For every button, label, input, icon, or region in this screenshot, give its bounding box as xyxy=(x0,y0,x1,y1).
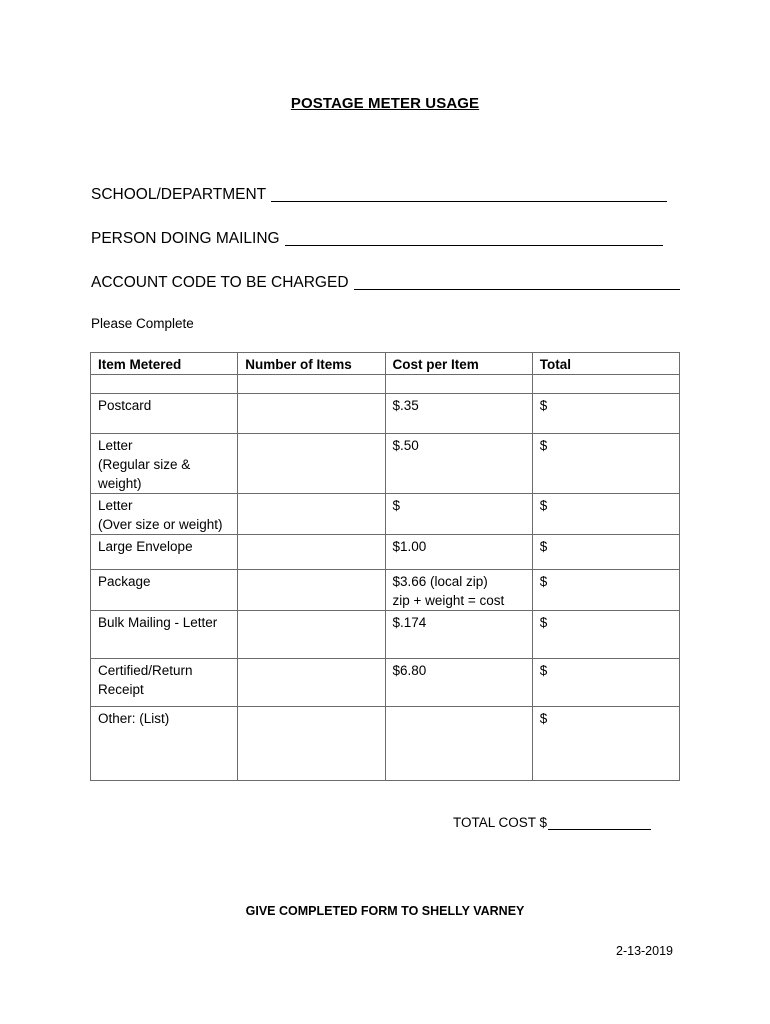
cell-total[interactable]: $ xyxy=(532,611,679,659)
form-title: POSTAGE METER USAGE xyxy=(290,95,480,112)
cell-item: Letter (Regular size & weight) xyxy=(91,434,238,494)
cell-number[interactable] xyxy=(238,535,385,570)
table-row xyxy=(91,434,680,494)
total-cost-field xyxy=(453,814,651,830)
account-code-field xyxy=(91,270,680,292)
person-doing-mailing-label: PERSON DOING MAILING xyxy=(91,230,280,247)
cell-total[interactable]: $ xyxy=(532,570,679,611)
table-row xyxy=(91,394,680,434)
cell-cost xyxy=(385,707,532,781)
cell-number[interactable] xyxy=(238,659,385,707)
postage-usage-table xyxy=(90,352,680,781)
cell-total[interactable]: $ xyxy=(532,394,679,434)
cell-number[interactable] xyxy=(238,611,385,659)
person-doing-mailing-field xyxy=(91,226,663,248)
table-row xyxy=(91,375,680,394)
table-row xyxy=(91,707,680,781)
cell-number[interactable] xyxy=(238,375,385,394)
cell-cost: $.174 xyxy=(385,611,532,659)
account-code-input-line[interactable] xyxy=(354,273,680,290)
table-row xyxy=(91,494,680,535)
cell-item: Package xyxy=(91,570,238,611)
school-department-label: SCHOOL/DEPARTMENT xyxy=(91,186,267,203)
table-row xyxy=(91,659,680,707)
cell-total[interactable]: $ xyxy=(532,707,679,781)
cell-cost: $.35 xyxy=(385,394,532,434)
header-total: Total xyxy=(532,353,679,375)
cell-number[interactable] xyxy=(238,394,385,434)
cell-cost: $.50 xyxy=(385,434,532,494)
form-date: 2-13-2019 xyxy=(616,944,673,958)
cell-cost: $3.66 (local zip) zip + weight = cost xyxy=(385,570,532,611)
cell-item: Postcard xyxy=(91,394,238,434)
cell-number[interactable] xyxy=(238,494,385,535)
account-code-label: ACCOUNT CODE TO BE CHARGED xyxy=(91,274,349,291)
cell-number[interactable] xyxy=(238,434,385,494)
person-doing-mailing-input-line[interactable] xyxy=(285,229,663,246)
cell-cost xyxy=(385,375,532,394)
header-number-of-items: Number of Items xyxy=(238,353,385,375)
cell-item: Bulk Mailing - Letter xyxy=(91,611,238,659)
header-cost-per-item: Cost per Item xyxy=(385,353,532,375)
cell-item xyxy=(91,375,238,394)
cell-item: Certified/Return Receipt xyxy=(91,659,238,707)
cell-total[interactable]: $ xyxy=(532,434,679,494)
cell-number[interactable] xyxy=(238,570,385,611)
table-row xyxy=(91,535,680,570)
cell-total[interactable]: $ xyxy=(532,659,679,707)
cell-total[interactable]: $ xyxy=(532,494,679,535)
table-row xyxy=(91,611,680,659)
cell-total[interactable]: $ xyxy=(532,535,679,570)
total-cost-input-line[interactable] xyxy=(548,814,651,830)
cell-cost: $1.00 xyxy=(385,535,532,570)
cell-cost: $6.80 xyxy=(385,659,532,707)
cell-item: Letter (Over size or weight) xyxy=(91,494,238,535)
school-department-input-line[interactable] xyxy=(271,185,667,202)
cell-total[interactable] xyxy=(532,375,679,394)
table-row xyxy=(91,570,680,611)
cell-number[interactable] xyxy=(238,707,385,781)
cell-item: Other: (List) xyxy=(91,707,238,781)
cell-item: Large Envelope xyxy=(91,535,238,570)
header-item-metered: Item Metered xyxy=(91,353,238,375)
total-cost-label: TOTAL COST $ xyxy=(453,815,548,830)
table-header-row xyxy=(91,353,680,375)
cell-cost: $ xyxy=(385,494,532,535)
school-department-field xyxy=(91,182,667,204)
give-completed-form-instruction: GIVE COMPLETED FORM TO SHELLY VARNEY xyxy=(245,904,525,918)
please-complete-text: Please Complete xyxy=(91,316,194,331)
